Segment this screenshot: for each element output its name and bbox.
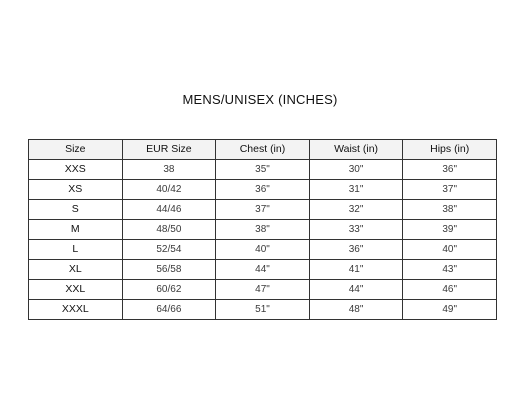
size-cell: XXXL <box>29 300 123 320</box>
eur-size-cell: 56/58 <box>122 260 216 280</box>
eur-size-cell: 48/50 <box>122 220 216 240</box>
chest-cell: 38" <box>216 220 310 240</box>
size-cell: L <box>29 240 123 260</box>
chest-cell: 36" <box>216 180 310 200</box>
eur-size-cell: 40/42 <box>122 180 216 200</box>
chest-cell: 35" <box>216 160 310 180</box>
column-header-size: Size <box>29 140 123 160</box>
hips-cell: 37" <box>403 180 497 200</box>
waist-cell: 30" <box>309 160 403 180</box>
waist-cell: 41" <box>309 260 403 280</box>
hips-cell: 38" <box>403 200 497 220</box>
hips-cell: 49" <box>403 300 497 320</box>
column-header-waist: Waist (in) <box>309 140 403 160</box>
table-row <box>29 180 497 200</box>
size-chart-table <box>28 139 497 320</box>
table-row <box>29 280 497 300</box>
eur-size-cell: 60/62 <box>122 280 216 300</box>
size-cell: M <box>29 220 123 240</box>
column-header-eur-size: EUR Size <box>122 140 216 160</box>
eur-size-cell: 64/66 <box>122 300 216 320</box>
size-cell: S <box>29 200 123 220</box>
hips-cell: 46" <box>403 280 497 300</box>
chest-cell: 44" <box>216 260 310 280</box>
chest-cell: 40" <box>216 240 310 260</box>
table-header-row <box>29 140 497 160</box>
hips-cell: 43" <box>403 260 497 280</box>
eur-size-cell: 52/54 <box>122 240 216 260</box>
table-row <box>29 260 497 280</box>
table-row <box>29 240 497 260</box>
waist-cell: 32" <box>309 200 403 220</box>
size-cell: XXL <box>29 280 123 300</box>
size-cell: XXS <box>29 160 123 180</box>
hips-cell: 36" <box>403 160 497 180</box>
column-header-chest: Chest (in) <box>216 140 310 160</box>
table-row <box>29 160 497 180</box>
table-row <box>29 200 497 220</box>
table-row <box>29 300 497 320</box>
eur-size-cell: 38 <box>122 160 216 180</box>
table-row <box>29 220 497 240</box>
eur-size-cell: 44/46 <box>122 200 216 220</box>
waist-cell: 31" <box>309 180 403 200</box>
hips-cell: 39" <box>403 220 497 240</box>
hips-cell: 40" <box>403 240 497 260</box>
chest-cell: 37" <box>216 200 310 220</box>
size-cell: XS <box>29 180 123 200</box>
size-cell: XL <box>29 260 123 280</box>
column-header-hips: Hips (in) <box>403 140 497 160</box>
waist-cell: 36" <box>309 240 403 260</box>
chest-cell: 47" <box>216 280 310 300</box>
chest-cell: 51" <box>216 300 310 320</box>
waist-cell: 33" <box>309 220 403 240</box>
waist-cell: 44" <box>309 280 403 300</box>
waist-cell: 48" <box>309 300 403 320</box>
page-title: MENS/UNISEX (INCHES) <box>182 92 338 107</box>
